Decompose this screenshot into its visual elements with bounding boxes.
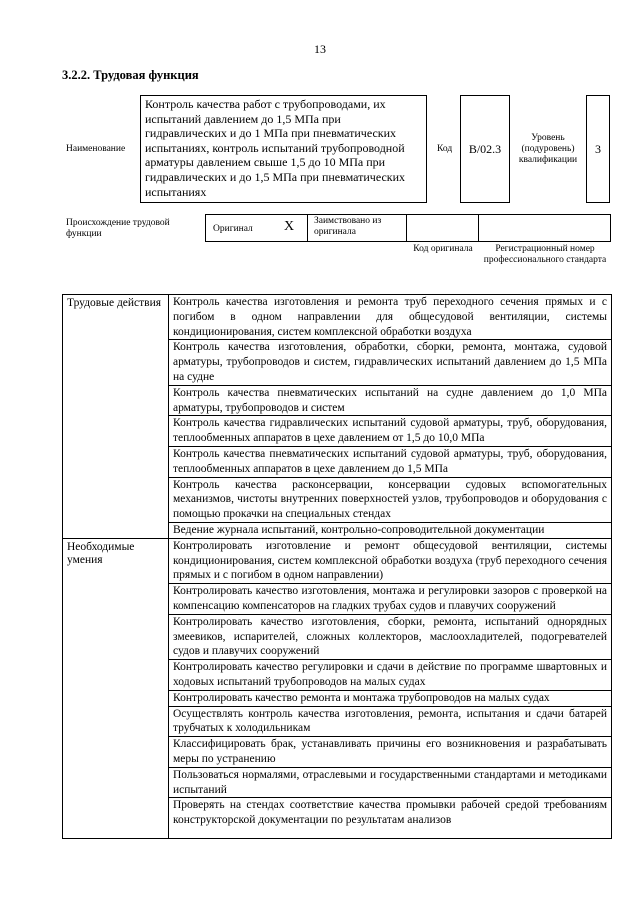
- required-skills-heading: Необходимые умения: [63, 538, 169, 839]
- original-mark: X: [284, 219, 295, 234]
- code-value-box: B/02.3: [460, 95, 510, 203]
- skill-item: Контролировать качество ремонта и монтажа трубопроводов на малых судах: [169, 690, 612, 706]
- labor-action-item: Контроль качества изготовления, обработки, сборки, ремонта, монтажа, судовой арматуры, трубопроводов и систем, гидравлических испытаний давлением до 1,5 МПа на судне: [169, 340, 612, 385]
- labor-action-item: Контроль качества пневматических испытаний на судне давлением до 1,0 МПа арматуры, трубопроводов и систем: [169, 385, 612, 416]
- labor-action-item: Контроль качества пневматических испытаний судовой арматуры, труб, оборудования, теплообменных аппаратов в цехе давлением до 1,5 МПа: [169, 446, 612, 477]
- labor-actions-heading: Трудовые действия: [63, 295, 169, 539]
- labor-action-item: Контроль качества гидравлических испытаний судовой арматуры, труб, оборудования, теплообменных аппаратов в цехе давлением от 1,5 до 10,0 МПа: [169, 416, 612, 447]
- origin-label: Происхождение трудовой функции: [66, 218, 170, 239]
- function-name-box: Контроль качества работ с трубопроводами, их испытаний давлением до 1,5 МПа при гидравлических и до 1 МПа при пневматических испытаниях, контроль испытаний трубопроводной арматуры давлением свыше 1,5 до 10 МПа при гидравлических и до 1,5 МПа при пневматических испытаниях: [140, 95, 427, 203]
- level-label: Уровень (подуровень) квалификации: [518, 132, 578, 165]
- origin-row: [205, 214, 611, 242]
- level-value-box: 3: [586, 95, 610, 203]
- code-original-caption: Код оригинала: [413, 244, 473, 254]
- origin-divider-1: [307, 214, 308, 242]
- table-row: [63, 538, 612, 583]
- labor-function-table: [62, 294, 612, 839]
- labor-action-item: Ведение журнала испытаний, контрольно-сопроводительной документации: [169, 522, 612, 538]
- borrowed-label: Заимствовано из оригинала: [314, 216, 382, 237]
- labor-action-item: Контроль качества изготовления и ремонта труб переходного сечения прямых и с погибом в одном направлении для общесудовой вентиляции, системы кондиционирования, систем комплексной обработки воздуха: [169, 295, 612, 340]
- skill-item: Пользоваться нормалями, отраслевыми и государственными стандартами и методиками испытаний: [169, 767, 612, 798]
- skill-item: Контролировать качество изготовления, монтажа и регулировки зазоров с проверкой на компенсацию компенсаторов на гладких трубах судов и плавучих сооружений: [169, 584, 612, 615]
- original-label: Оригинал: [213, 224, 253, 234]
- skill-item: Контролировать качество изготовления, сборки, ремонта, испытаний однорядных змеевиков, испарителей, сложных коллекторов, маслоохладителей, подогревателей судов и плавучих сооружений: [169, 614, 612, 659]
- skill-item: Контролировать изготовление и ремонт общесудовой вентиляции, системы кондиционирования, систем комплексной обработки воздуха (труб переходного сечения прямых и с погибом в одном направлении): [169, 538, 612, 583]
- skill-item: Осуществлять контроль качества изготовления, ремонта, испытания и сдачи батарей трубчатых к холодильникам: [169, 706, 612, 737]
- origin-divider-2: [406, 214, 407, 242]
- skill-item: Контролировать качество регулировки и сдачи в действие по программе швартовных и ходовых испытаний трубопроводов на малых судах: [169, 660, 612, 691]
- labor-action-item: Контроль качества расконсервации, консервации судовых вспомогательных механизмов, чистоты внутренних поверхностей узлов, трубопроводов и оборудования с помощью прокачки на специальных стендах: [169, 477, 612, 522]
- skill-item: Проверять на стендах соответствие качества промывки рабочей средой требованиям конструкторской документации по результатам анализов: [173, 799, 607, 827]
- page-number: 13: [314, 42, 326, 56]
- skill-item: Классифицировать брак, устанавливать причины его возникновения и разрабатывать меры по устранению: [169, 737, 612, 768]
- section-title: 3.2.2. Трудовая функция: [62, 68, 199, 82]
- reg-number-caption: Регистрационный номер профессионального стандарта: [483, 244, 607, 265]
- origin-divider-3: [478, 214, 479, 242]
- name-label: Наименование: [66, 144, 126, 154]
- skill-item-cell: [169, 798, 612, 839]
- table-row: [63, 295, 612, 340]
- code-label: Код: [437, 144, 453, 154]
